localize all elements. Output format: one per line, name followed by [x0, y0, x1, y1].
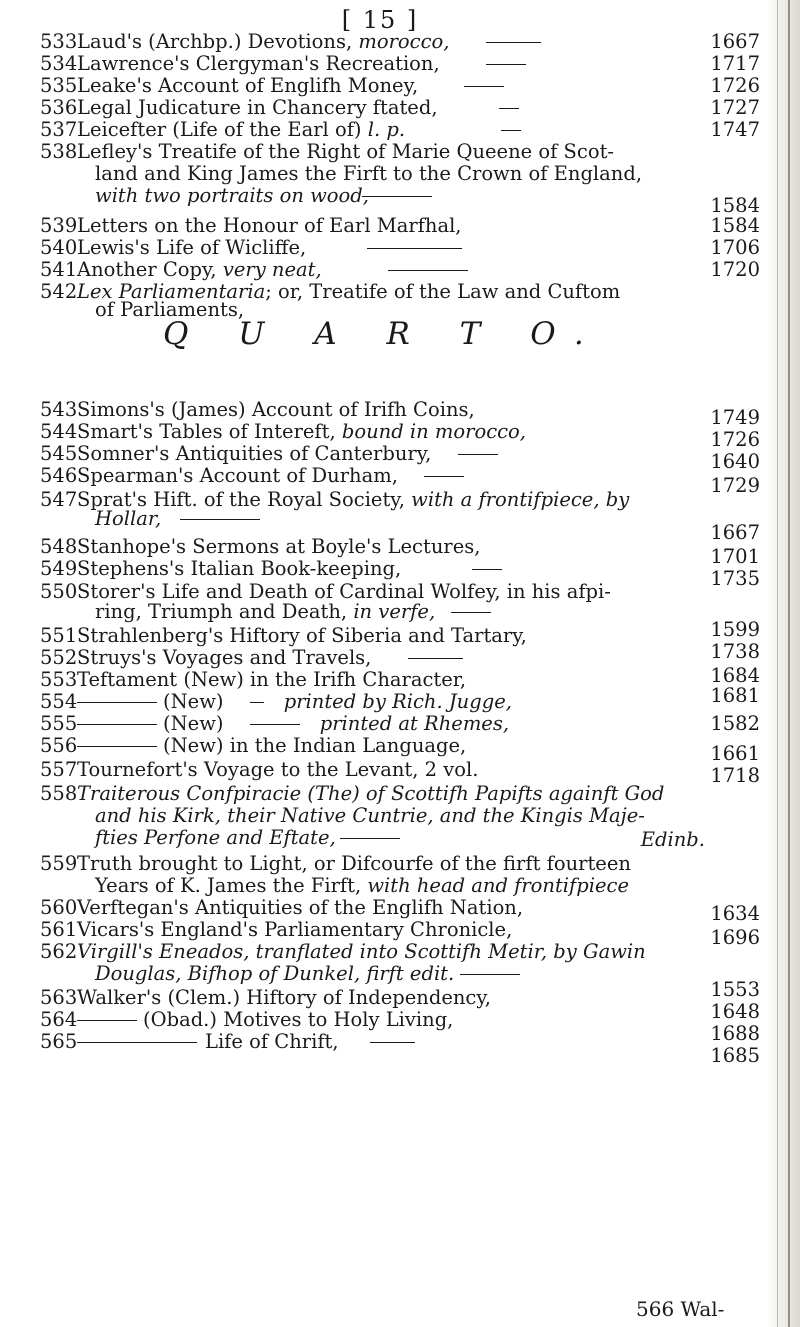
- section-heading: Q U A R T O.: [163, 316, 604, 352]
- catchword: 566 Wal-: [636, 1297, 725, 1321]
- page-edge-line-inner: [777, 0, 778, 1327]
- page-number: [ 15 ]: [341, 6, 419, 34]
- list-item-continuation: and his Kirk, their Native Cuntrie, and the Kingis Maje-: [95, 804, 645, 827]
- catalogue-page: [ 15 ] 533 Laud's (Archbp.) Devotions, morocco, 1667 534 Lawrence's Clergyman's Recreation, 1717 535 Leake's Account of Englifh Money, 1726 536 Legal Judicature in Chancery ftated, 1727 537 Leicefter (Life of the Earl of) l. p. 1747 538 Lefley's Treatife of the Right of Marie Queene of Scot- land and King James the Firft to the Crown of England, with two portraits on wood, 1584 539 Letters on the Honour of Earl Marfhal, 1584 540 Lewis's Life of Wicliffe, 1706 541 Another Copy, very neat, 1720 542 Lex Parliamentaria; or, Treatife of the Law and Cuftom of Parliaments, Q U A R T O. 543 Simons's (James) Account of Irifh Coins, 1749 544 Smart's Tables of Intereft, bound in morocco, 1726 545 Somner's Antiquities of Canterbury, 1640 546 Spearman's Account of Durham, 1729 547 Sprat's Hift. of the Royal Society, with a frontifpiece, by Hollar, 1667 548 Stanhope's Sermons at Boyle's Lectures, 1701 549 Stephens's Italian Book-keeping, 1735 550 Storer's Life and Death of Cardinal Wolfey, in his afpi- ring, Triumph and Death, in verfe, 1599 551 Strahlenberg's Hiftory of Siberia and Tartary, 1738 552 Struys's Voyages and Travels, 1684 553 Teftament (New) in the Irifh Character, 1681 554 (New) printed by Rich. Jugge, 555 (New) printed at Rhemes, 1582 556 (New) in the Indian Language, 1661 557 Tournefort's Voyage to the Levant, 2 vol. 1718 558 Traiterous Confpiracie (The) of Scottifh Papifts againft God and his Kirk, their Native Cuntrie, and the Kingis Maje- fties Perfone and Eftate, Edinb. 559 Truth brought to Light, or Difcourfe of the firft fourteen Years of K. James the Firft, with head and frontifpiece 560 Verftegan's Antiquities of the Englifh Nation, 1634 561 Vicars's England's Parliamentary Chronicle, 1696 562 Virgill's Eneados, tranflated into Scottifh Metir, by Gawin Douglas, Bifhop of Dunkel, firft edit. 1553 563 Walker's (Clem.) Hiftory of Independency, 1648 564 (Obad.) Motives to Holy Living, 1688 565 Life of Chrift, 1685 566 Wal-: [0, 0, 800, 1327]
- page-edge-shadow: [766, 0, 800, 1327]
- page-edge-line: [788, 0, 790, 1327]
- list-item-continuation: of Parliaments,: [95, 298, 245, 321]
- list-item-continuation: Years of K. James the Firft, with head and frontifpiece: [95, 874, 629, 897]
- list-item-continuation: land and King James the Firft to the Crown of England,: [95, 162, 643, 185]
